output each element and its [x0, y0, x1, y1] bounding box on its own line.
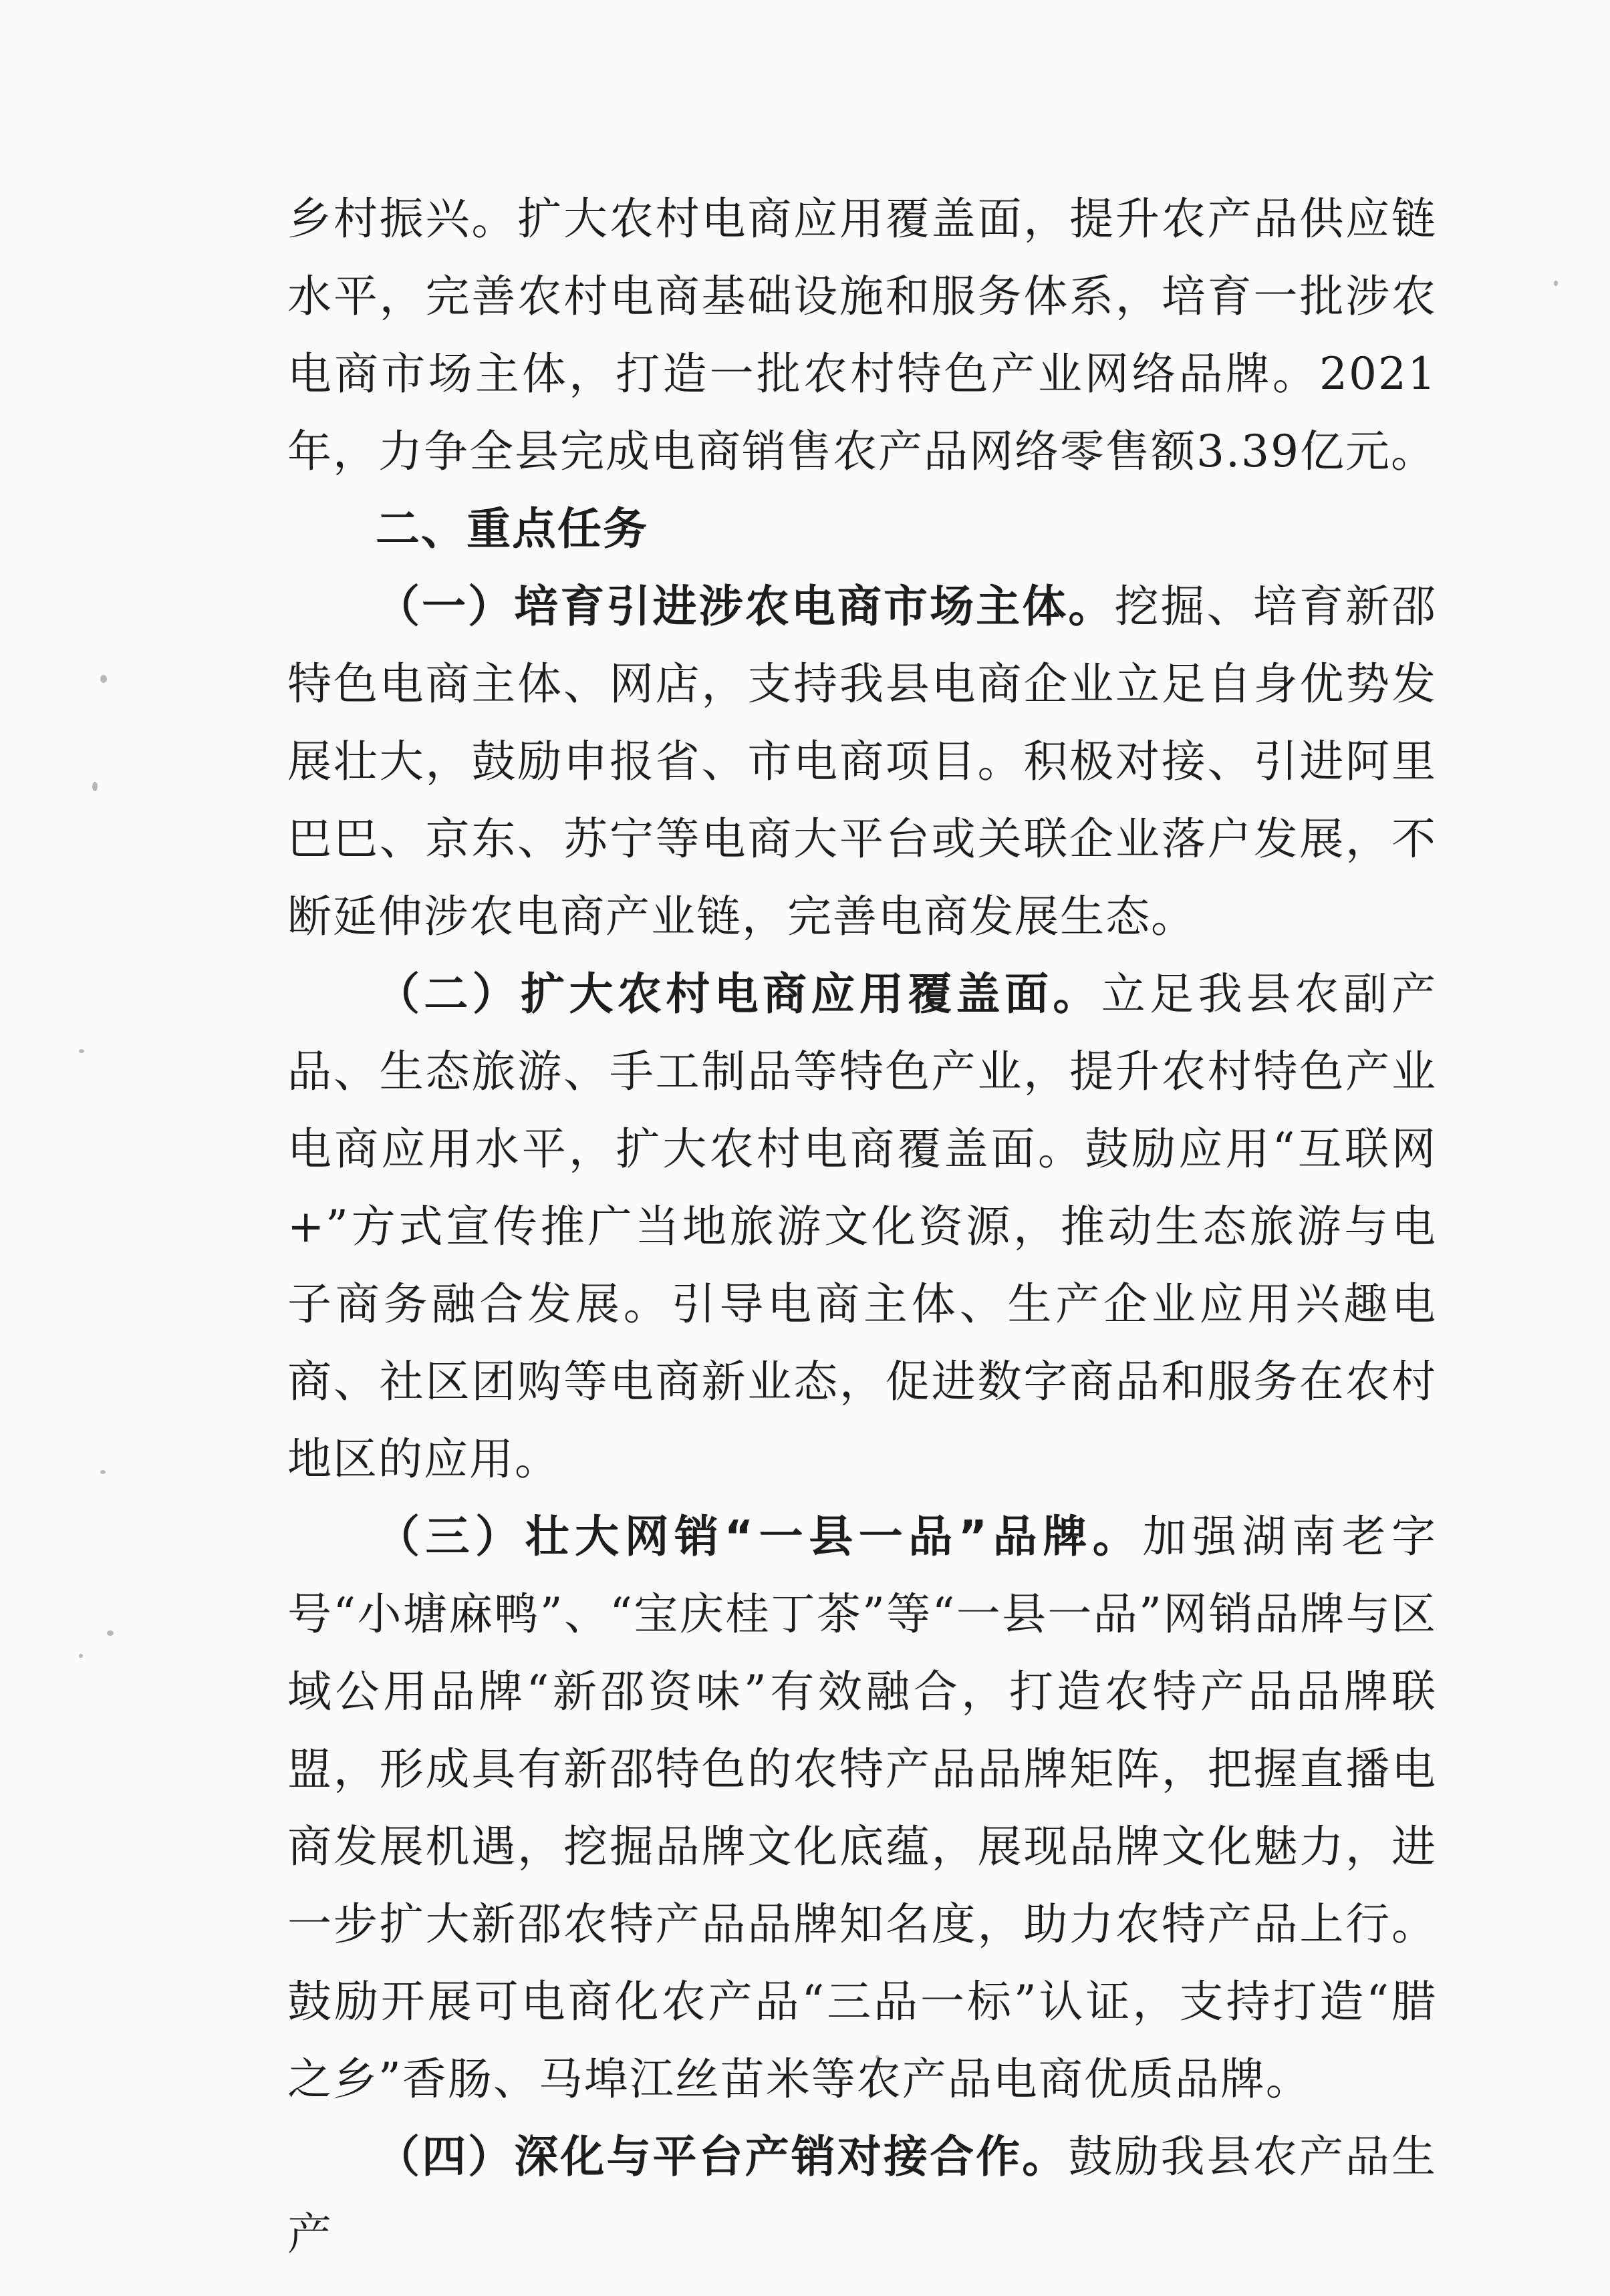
scan-speck [92, 782, 98, 791]
scan-speck [79, 1049, 84, 1053]
task-3-title: （三）壮大网销“一县一品”品牌。 [376, 1511, 1143, 1562]
scan-speck [100, 1470, 106, 1474]
task-1-body: 挖掘、培育新邵特色电商主体、网店，支持我县电商企业立足自身优势发展壮大，鼓励申报省、市电商项目。积极对接、引进阿里巴巴、京东、苏宁等电商大平台或关联企业落户发展，不断延伸涉农电商产业链，完善电商发展生态。 [287, 581, 1438, 942]
scan-speck [79, 1654, 83, 1658]
task-4-title: （四）深化与平台产销对接合作。 [376, 2131, 1069, 2182]
paragraph-task-3 [287, 1498, 1437, 2118]
document-body [287, 180, 1437, 2273]
scan-speck [107, 1630, 114, 1636]
task-2-title: （二）扩大农村电商应用覆盖面。 [376, 968, 1101, 1020]
task-1-title: （一）培育引进涉农电商市场主体。 [376, 581, 1115, 632]
task-2-body: 立足我县农副产品、生态旅游、手工制品等特色产业，提升农村特色产业电商应用水平，扩大农村电商覆盖面。鼓励应用“互联网+”方式宣传推广当地旅游文化资源，推动生态旅游与电子商务融合发展。引导电商主体、生产企业应用兴趣电商、社区团购等电商新业态，促进数字商品和服务在农村地区的应用。 [287, 968, 1438, 1485]
paragraph-task-4 [287, 2118, 1437, 2273]
scan-speck [100, 675, 107, 683]
section-heading: 二、重点任务 [376, 503, 648, 555]
paragraph-task-1 [287, 568, 1437, 956]
paragraph-task-2 [287, 956, 1437, 1498]
task-3-body: 加强湖南老字号“小塘麻鸭”、“宝庆桂丁茶”等“一县一品”网销品牌与区域公用品牌“新邵资味”有效融合，打造农特产品品牌联盟，形成具有新邵特色的农特产品品牌矩阵，把握直播电商发展机遇，挖掘品牌文化底蕴，展现品牌文化魅力，进一步扩大新邵农特产品品牌知名度，助力农特产品上行。鼓励开展可电商化农产品“三品一标”认证，支持打造“腊之乡”香肠、马埠江丝苗米等农产品电商优质品牌。 [287, 1511, 1438, 2105]
scan-speck [1554, 281, 1558, 286]
paragraph-intro: 乡村振兴。扩大农村电商应用覆盖面，提升农产品供应链水平，完善农村电商基础设施和服务体系，培育一批涉农电商市场主体，打造一批农村特色产业网络品牌。2021年，力争全县完成电商销售农产品网络零售额3.39亿元。 [287, 193, 1437, 477]
task-4-body: 鼓励我县农产品生产 [287, 2131, 1438, 2260]
